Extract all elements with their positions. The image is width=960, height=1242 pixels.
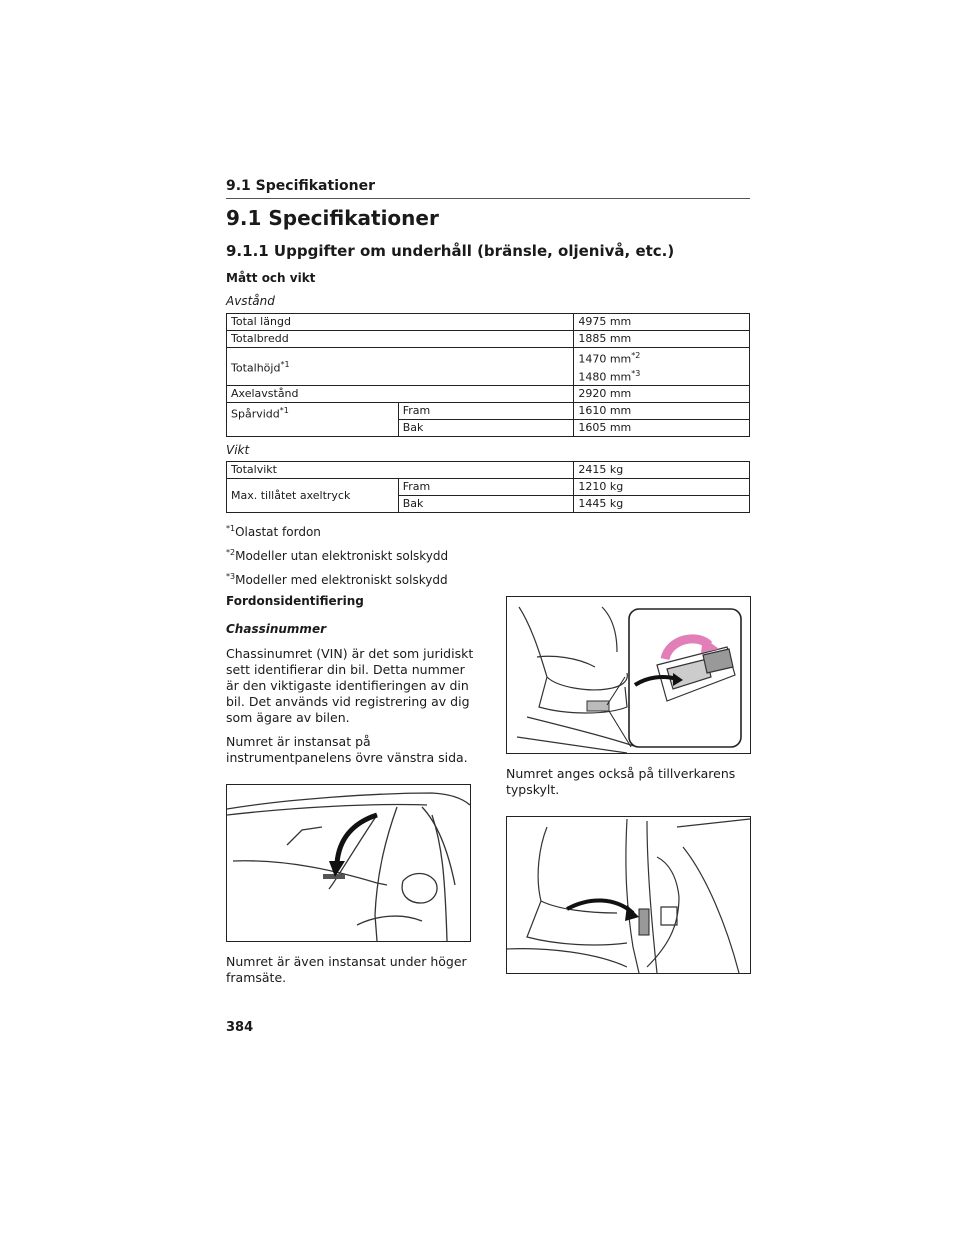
table-row bbox=[227, 386, 750, 403]
footnote-mark: *2 bbox=[226, 548, 236, 557]
under-seat-vin-illustration bbox=[506, 596, 751, 754]
door-pillar-drawing bbox=[507, 817, 750, 973]
chassis-heading: Chassinummer bbox=[226, 622, 326, 636]
header-divider bbox=[226, 198, 750, 199]
section-subtitle: 9.1.1 Uppgifter om underhåll (bränsle, oljenivå, etc.) bbox=[226, 242, 675, 260]
windshield-vin-illustration bbox=[226, 784, 471, 942]
table-cell: Totalbredd bbox=[227, 331, 574, 348]
footnote-ref: *3 bbox=[631, 368, 641, 378]
table-row bbox=[227, 403, 750, 420]
footnote-ref: *1 bbox=[279, 406, 289, 416]
distance-label: Avstånd bbox=[226, 294, 275, 308]
table-cell: Bak bbox=[398, 496, 574, 513]
cell-value: 1470 mm bbox=[578, 352, 632, 366]
footnote-ref: *2 bbox=[631, 351, 641, 360]
table-cell bbox=[227, 403, 399, 437]
table-cell: 2920 mm bbox=[574, 386, 750, 403]
chassis-paragraph: Chassinumret (VIN) är det som juridiskt sett identifierar din bil. Detta nummer är den viktigaste identifieringen av din bil. Det används vid registrering av dig som ägare av bilen. bbox=[226, 646, 474, 725]
running-header: 9.1 Specifikationer bbox=[226, 178, 375, 194]
vin-plate-mark bbox=[587, 701, 609, 711]
dashboard-paragraph: Numret är instansat på instrumentpanelens övre vänstra sida. bbox=[226, 734, 468, 765]
windshield-drawing bbox=[227, 785, 470, 941]
page-title: 9.1 Specifikationer bbox=[226, 206, 439, 230]
footnote-text: Modeller med elektroniskt solskydd bbox=[235, 573, 448, 587]
table-cell bbox=[574, 348, 750, 386]
table-cell: Bak bbox=[398, 420, 574, 437]
footnote-mark: *3 bbox=[226, 572, 236, 581]
table-cell: 1445 kg bbox=[574, 496, 750, 513]
footnote-mark: *1 bbox=[226, 524, 236, 533]
cell-value: 1480 mm bbox=[578, 370, 632, 384]
weight-table bbox=[226, 461, 750, 513]
footnote bbox=[226, 548, 448, 563]
footnote-text: Modeller utan elektroniskt solskydd bbox=[235, 549, 449, 563]
plate-paragraph: Numret anges också på tillverkarens typskylt. bbox=[506, 766, 736, 797]
arrow-icon bbox=[625, 905, 639, 921]
table-row bbox=[227, 479, 750, 496]
footnote-text: Olastat fordon bbox=[235, 525, 321, 539]
table-cell: Fram bbox=[398, 403, 574, 420]
cell-label: Totalhöjd bbox=[231, 361, 281, 375]
table-cell: Total längd bbox=[227, 314, 574, 331]
table-cell: Max. tillåtet axeltryck bbox=[227, 479, 399, 513]
footnote bbox=[226, 524, 321, 539]
vehicle-id-heading: Fordonsidentifiering bbox=[226, 594, 364, 608]
type-plate-mark bbox=[639, 909, 649, 935]
dims-heading: Mått och vikt bbox=[226, 271, 316, 285]
table-row bbox=[227, 462, 750, 479]
table-cell: 4975 mm bbox=[574, 314, 750, 331]
distance-table bbox=[226, 313, 750, 437]
footnote bbox=[226, 572, 448, 587]
under-seat-drawing bbox=[507, 597, 750, 753]
seat-paragraph: Numret är även instansat under höger framsäte. bbox=[226, 954, 467, 985]
table-row bbox=[227, 314, 750, 331]
table-cell: 1885 mm bbox=[574, 331, 750, 348]
door-pillar-plate-illustration bbox=[506, 816, 751, 974]
table-cell bbox=[227, 348, 574, 386]
cell-label: Spårvidd bbox=[231, 407, 280, 421]
vin-plate-mark bbox=[323, 874, 345, 879]
table-row bbox=[227, 348, 750, 386]
table-cell: Axelavstånd bbox=[227, 386, 574, 403]
footnote-ref: *1 bbox=[280, 359, 290, 369]
table-cell: 1210 kg bbox=[574, 479, 750, 496]
table-cell: 1610 mm bbox=[574, 403, 750, 420]
table-cell: Totalvikt bbox=[227, 462, 574, 479]
table-cell: Fram bbox=[398, 479, 574, 496]
page-number: 384 bbox=[226, 1020, 254, 1035]
table-cell: 1605 mm bbox=[574, 420, 750, 437]
table-row bbox=[227, 331, 750, 348]
table-cell: 2415 kg bbox=[574, 462, 750, 479]
weight-label: Vikt bbox=[226, 443, 250, 457]
